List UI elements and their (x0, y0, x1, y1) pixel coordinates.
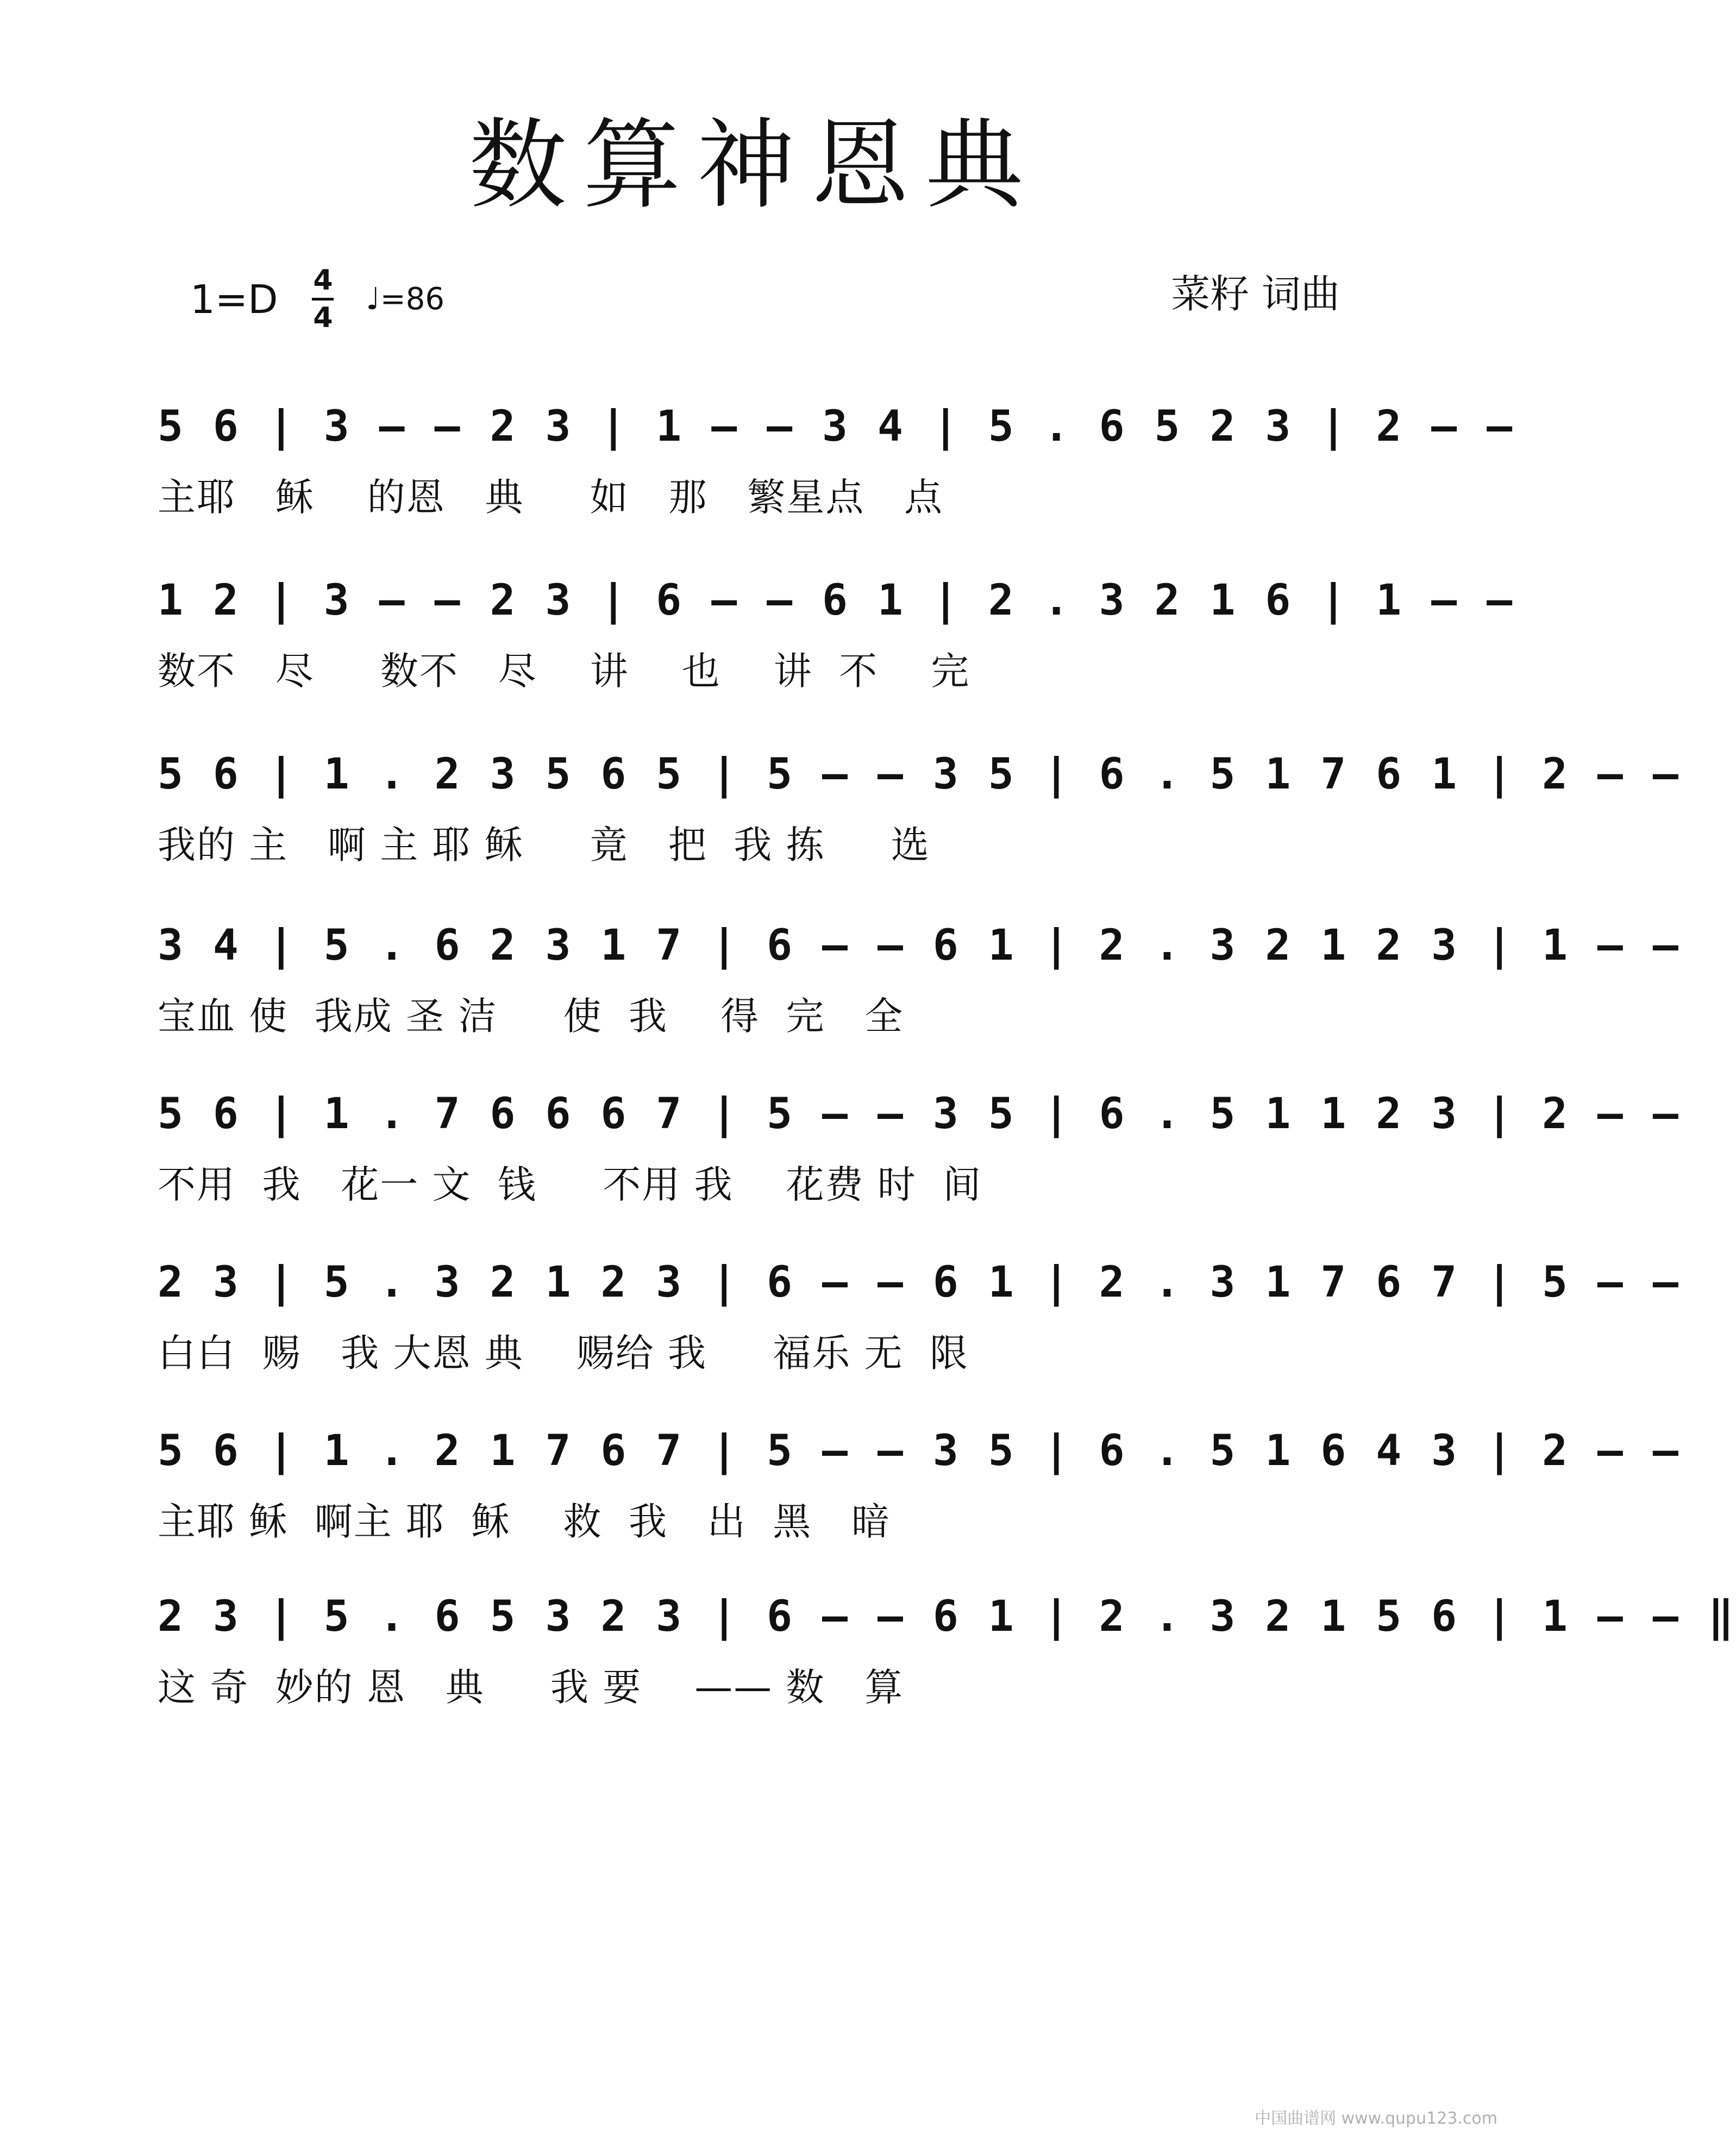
score-system-8 (158, 1576, 1736, 1717)
score-system-4 (158, 905, 1681, 1046)
notes-line: 5 6 | 1 . 2 3 5 6 5 | 5 – – 3 5 | 6 . 5 1 7 6 1 | 2 – – (158, 750, 1681, 799)
notes-line: 5 6 | 1 . 2 1 7 6 7 | 5 – – 3 5 | 6 . 5 1 6 4 3 | 2 – – (158, 1426, 1681, 1475)
lyrics-row (158, 1492, 1364, 1551)
notes-line: 5 6 | 3 – – 2 3 | 1 – – 3 4 | 5 . 6 5 2 3 | 2 – – (158, 402, 1515, 451)
lyrics-row (158, 1323, 1364, 1383)
notes-row (158, 734, 1681, 815)
site-watermark: 中国曲谱网 www.qupu123.com (1255, 2109, 1497, 2128)
notes-row (158, 1073, 1681, 1155)
notes-line: 3 4 | 5 . 6 2 3 1 7 | 6 – – 6 1 | 2 . 3 2 1 2 3 | 1 – – (158, 921, 1681, 970)
notes-line: 1 2 | 3 – – 2 3 | 6 – – 6 1 | 2 . 3 2 1 6 | 1 – – (158, 576, 1515, 625)
time-signature (312, 266, 334, 332)
lyrics-row (158, 1155, 1364, 1215)
lyrics-row (158, 986, 1364, 1046)
time-signature-divider (312, 298, 334, 301)
notes-row (158, 386, 1515, 467)
lyrics-row (158, 1657, 1364, 1717)
notes-row (158, 1410, 1681, 1492)
tempo-marking: ♩=86 (366, 281, 444, 317)
key-tempo-line (190, 266, 444, 332)
notes-row (158, 905, 1681, 986)
lyrics-line: 白白 赐 我 大恩 典 赐给 我 福乐 无 限 (158, 1331, 969, 1375)
lyrics-line: 宝血 使 我成 圣 洁 使 我 得 完 全 (158, 994, 904, 1038)
key-signature: 1=D (190, 276, 278, 322)
notes-row (158, 1576, 1736, 1657)
lyrics-line: 这 奇 妙的 恩 典 我 要 —— 数 算 (158, 1665, 904, 1710)
score-system-6 (158, 1242, 1681, 1383)
score-system-3 (158, 734, 1681, 875)
lyrics-line: 数不 尽 数不 尽 讲 也 讲 不 完 (158, 649, 970, 693)
lyrics-row (158, 815, 1364, 875)
lyrics-line: 主耶 稣 啊主 耶 稣 救 我 出 黑 暗 (158, 1499, 891, 1544)
notes-line: 2 3 | 5 . 6 5 3 2 3 | 6 – – 6 1 | 2 . 3 2 1 5 6 | 1 – – ‖ (158, 1592, 1736, 1641)
score-system-7 (158, 1410, 1681, 1551)
lyrics-row (158, 641, 1364, 701)
lyrics-line: 不用 我 花一 文 钱 不用 我 花费 时 间 (158, 1162, 982, 1207)
score-system-1 (158, 386, 1515, 527)
notes-row (158, 560, 1515, 641)
lyrics-line: 我的 主 啊 主 耶 稣 竟 把 我 拣 选 (158, 823, 930, 867)
time-signature-top: 4 (313, 264, 333, 297)
time-signature-bottom: 4 (313, 302, 333, 334)
lyrics-line: 主耶 稣 的恩 典 如 那 繁星点 点 (158, 475, 944, 520)
notes-row (158, 1242, 1681, 1323)
lyrics-row (158, 467, 1364, 527)
author-credit: 菜籽 词曲 (1171, 271, 1340, 317)
score-system-5 (158, 1073, 1681, 1215)
score-system-2 (158, 560, 1515, 701)
notes-line: 5 6 | 1 . 7 6 6 6 7 | 5 – – 3 5 | 6 . 5 1 1 2 3 | 2 – – (158, 1090, 1681, 1138)
notes-line: 2 3 | 5 . 3 2 1 2 3 | 6 – – 6 1 | 2 . 3 1 7 6 7 | 5 – – (158, 1258, 1681, 1307)
song-title: 数算神恩典 (468, 109, 1039, 222)
